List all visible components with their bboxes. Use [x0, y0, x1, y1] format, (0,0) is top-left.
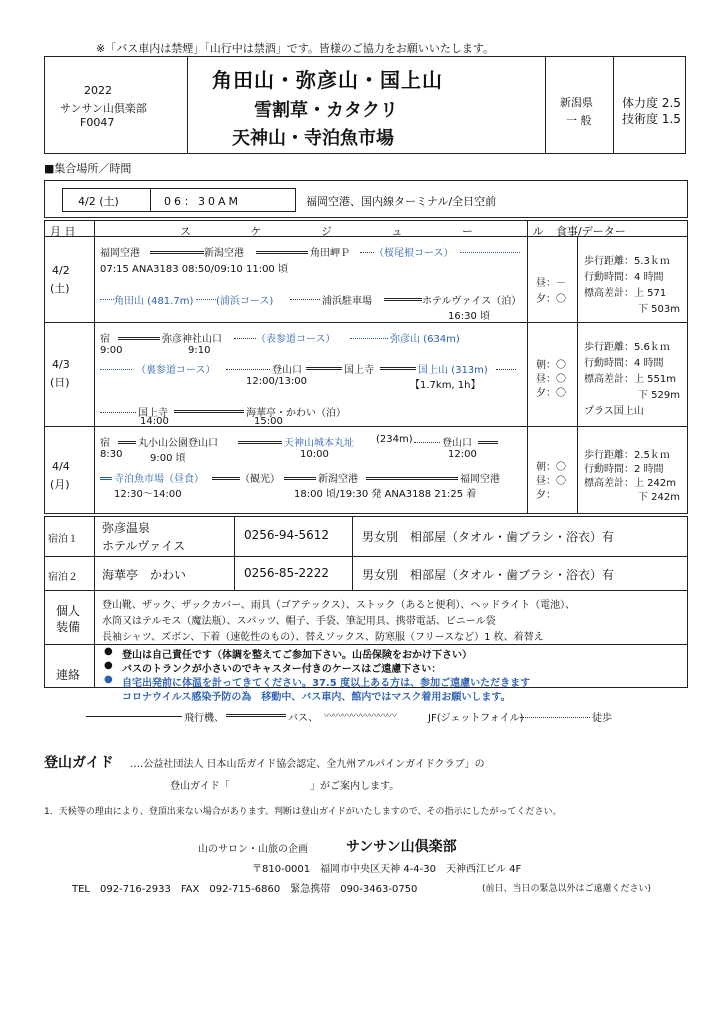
contact-line3: 自宅出発前に体温を計ってきてください。37.5 度以上ある方は、参加ご遠慮いただきます — [122, 678, 531, 689]
day2-kokujo-temple: 国上寺 — [344, 365, 374, 376]
bullet-icon: ● — [104, 660, 113, 671]
day2-kokujo-time: 14:00 — [140, 416, 169, 427]
day1-arrive-time: 16:30 頃 — [448, 311, 490, 322]
day2-omote-course: （表参道コース） — [256, 334, 336, 345]
day2-meal-dinner: 夕：〇 — [536, 388, 566, 399]
day2-dow: (日) — [50, 376, 70, 389]
day3-meal-dinner: 夕： — [536, 490, 556, 501]
header-code: F0047 — [80, 116, 115, 129]
day2-trailhead: 登山口 — [272, 365, 302, 376]
day2-date: 4/3 — [52, 358, 70, 371]
day3-trailhead-time: 12:00 — [448, 449, 477, 460]
day3-inn: 宿 — [100, 438, 110, 449]
stay1-tel: 0256-94-5612 — [244, 528, 330, 542]
day2-depart-time: 9:00 — [100, 345, 123, 356]
day3-date: 4/4 — [52, 460, 70, 473]
col-schedule-header: ス ケ ジ ュ ー ル — [180, 225, 572, 238]
day1-hotel: ホテルヴァイス（泊） — [422, 296, 522, 307]
contact-label: 連絡 — [56, 668, 81, 682]
day3-meal-breakfast: 朝：〇 — [536, 462, 566, 473]
day1-kakuda-p: 角田岬Ｐ — [310, 248, 350, 259]
day3-sightseeing: （観光） — [240, 474, 280, 485]
day3-niigata-airport: 新潟空港 — [318, 474, 358, 485]
day3-trailhead: 登山口 — [442, 438, 472, 449]
day1-times: 07:15 ANA3183 08:50/09:10 11:00 頃 — [100, 264, 288, 275]
day2-ura-course: （裏参道コース） — [136, 365, 216, 376]
footer-org-name: サンサン山倶楽部 — [346, 839, 457, 855]
day3-tenjin-castle: 天神山城本丸址 — [284, 438, 354, 449]
prefecture: 新潟県 — [560, 96, 593, 109]
day3-maruko-time: 9:00 頃 — [150, 453, 186, 464]
day3-meal-lunch: 昼：〇 — [536, 476, 566, 487]
footer-contact: TEL 092-716-2933 FAX 092-715-6860 緊急携帯 090-3463-0750 — [72, 884, 418, 895]
stay1-label: 宿泊１ — [48, 534, 78, 545]
day2-yahiko-summit: 弥彦山 (634m) — [390, 334, 460, 345]
col-date-header: 月 日 — [50, 225, 76, 238]
day3-maruko-trailhead: 丸小山公園登山口 — [138, 438, 218, 449]
meeting-date: 4/2 (土) — [78, 195, 119, 208]
footer-contact-note: (前日、当日の緊急以外はご遠慮ください) — [482, 884, 652, 894]
guide-line2b: 」がご案内します。 — [310, 781, 400, 792]
day3-teradomari: 寺泊魚市場（昼食） — [114, 474, 204, 485]
contact-line4: コロナウイルス感染予防の為 移動中、バス車内、館内ではマスク着用お願いします。 — [122, 692, 511, 703]
equipment-line3: 長袖シャツ、ズボン、下着（速乾性のもの）、替えソックス、防寒服（フリースなど）1 枚、着替え — [102, 632, 544, 643]
day1-meal-dinner: 夕：〇 — [536, 294, 566, 305]
day1-meal-lunch: 昼：－ — [536, 278, 566, 289]
guide-text: ‥‥公益社団法人 日本山岳ガイド協会認定、全九州アルパインガイドクラブ」の — [130, 759, 485, 770]
day2-elev-down: 下 529m — [638, 390, 681, 401]
day3-duration: 行動時間：2 時間 — [584, 464, 664, 475]
equipment-line2: 水筒又はテルモス（魔法瓶）、スパッツ、帽子、手袋、筆記用具、携帯電話、ビニール袋 — [102, 616, 496, 627]
day1-date: 4/2 — [52, 264, 70, 277]
guide-line2a: 登山ガイド「 — [170, 781, 230, 792]
day2-plus: プラス国上山 — [584, 406, 644, 417]
equipment-line1: 登山靴、ザック、ザックカバー、雨具（ゴアテックス）、ストック（あると便利）、ヘッドライト（電池）、 — [102, 600, 576, 611]
meeting-time: 06：30AM — [164, 195, 242, 208]
footer-org-prefix: 山のサロン・山旅の企画 — [198, 844, 308, 855]
stay2-label: 宿泊２ — [48, 572, 78, 583]
level: 一 般 — [566, 114, 592, 127]
bullet-icon: ● — [104, 646, 113, 657]
legend-flight: 飛行機、 — [184, 713, 224, 724]
title-sub2: 天神山・寺泊魚市場 — [232, 128, 394, 149]
guide-title: 登山ガイド — [44, 755, 114, 771]
day1-fukuoka: 福岡空港 — [100, 248, 140, 259]
day2-elev-up: 標高差計：上 551m — [584, 374, 677, 385]
stamina: 体力度 2.5 — [622, 96, 681, 110]
day2-meal-lunch: 昼：〇 — [536, 374, 566, 385]
meeting-section-label: ■集合場所／時間 — [44, 162, 132, 175]
day1-elev-up: 標高差計：上 571 — [584, 288, 667, 299]
bullet-icon: ● — [104, 674, 113, 685]
day1-dow: (土) — [50, 282, 70, 295]
day3-dow: (月) — [50, 478, 70, 491]
day1-elev-down: 下 503m — [638, 304, 681, 315]
day1-kakuda-summit: 角田山 (481.7m) — [114, 296, 194, 307]
contact-line1: 登山は自己責任です（体調を整えてご参加下さい。山岳保険をおかけ下さい） — [122, 650, 472, 661]
header-club: サンサン山倶楽部 — [60, 102, 147, 115]
day2-kawai: 海華亭・かわい（泊） — [246, 408, 346, 419]
technique: 技術度 1.5 — [622, 112, 681, 126]
day2-kawai-time: 15:00 — [254, 416, 283, 427]
stay1-room: 男女別 相部屋（タオル・歯ブラシ・浴衣）有 — [362, 530, 615, 544]
day3-fukuoka-airport: 福岡空港 — [460, 474, 500, 485]
legend-walk: 徒歩 — [592, 713, 612, 724]
guide-note: 1．天候等の理由により、登頂出来ない場合があります。判断は登山ガイドがいたしますので、その指示にしたがってください。 — [44, 807, 562, 817]
day1-distance: 歩行距離：5.3ｋｍ — [584, 256, 670, 267]
stay2-room: 男女別 相部屋（タオル・歯ブラシ・浴衣）有 — [362, 568, 615, 582]
day2-kugami-time: 12:00/13:00 — [246, 376, 308, 387]
stay1-name2: ホテルヴァイス — [102, 539, 186, 553]
wave-icon: 〰〰〰〰〰〰〰〰 — [324, 711, 396, 722]
day2-duration: 行動時間：4 時間 — [584, 358, 664, 369]
footer-address: 〒810-0001 福岡市中央区天神 4-4-30 天神西江ビル 4F — [252, 864, 522, 875]
legend-bus: バス、 — [288, 713, 319, 724]
day1-duration: 行動時間：4 時間 — [584, 272, 664, 283]
day1-urahama-course: (浦浜コース) — [216, 296, 274, 307]
title-main: 角田山・弥彦山・国上山 — [212, 68, 443, 92]
contact-line2: バスのトランクが小さいのでキャスター付きのケースはご遠慮下さい： — [122, 664, 442, 675]
day2-kugami-summit: 国上山 (313m) — [418, 365, 488, 376]
stay2-tel: 0256-85-2222 — [244, 566, 330, 580]
title-sub1: 雪割草・カタクリ — [254, 100, 398, 121]
day3-elev-up: 標高差計：上 242m — [584, 478, 677, 489]
equipment-label2: 装備 — [56, 620, 81, 634]
day3-depart-time: 8:30 — [100, 449, 123, 460]
day3-flight-time: 18:00 頃/19:30 発 ANA3188 21:25 着 — [294, 489, 477, 500]
day3-tenjin-elev: (234m) — [376, 434, 413, 445]
header-year: 2022 — [84, 84, 112, 97]
meeting-place: 福岡空港、国内線ターミナル/全日空前 — [306, 195, 497, 208]
equipment-label1: 個人 — [56, 604, 81, 618]
day2-inn: 宿 — [100, 334, 110, 345]
day1-sakura-course: （桜尾根コース） — [374, 248, 454, 259]
day2-distance: 歩行距離：5.6ｋｍ — [584, 342, 670, 353]
stay1-name1: 弥彦温泉 — [102, 521, 151, 535]
stay2-name: 海華亭 かわい — [102, 568, 187, 582]
day2-shrine-time: 9:10 — [188, 345, 211, 356]
day2-kugami-note: 【1.7km, 1h】 — [410, 380, 481, 391]
day3-elev-down: 下 242m — [638, 492, 681, 503]
day2-kokujo-temple2: 国上寺 — [138, 408, 168, 419]
col-meal-header: 食事/データー — [556, 225, 626, 238]
notice-text: ※「バス車内は禁煙」「山行中は禁酒」です。皆様のご協力をお願いいたします。 — [96, 42, 494, 55]
day1-urahama-parking: 浦浜駐車場 — [322, 296, 372, 307]
legend-jf: JF(ジェットフォイル) — [428, 713, 524, 724]
day3-market-time: 12:30～14:00 — [114, 489, 182, 500]
day2-meal-breakfast: 朝：〇 — [536, 360, 566, 371]
day2-yahiko-shrine: 弥彦神社山口 — [162, 334, 222, 345]
day3-distance: 歩行距離：2.5ｋｍ — [584, 450, 670, 461]
day3-tenjin-time: 10:00 — [300, 449, 329, 460]
day1-niigata: 新潟空港 — [204, 248, 244, 259]
